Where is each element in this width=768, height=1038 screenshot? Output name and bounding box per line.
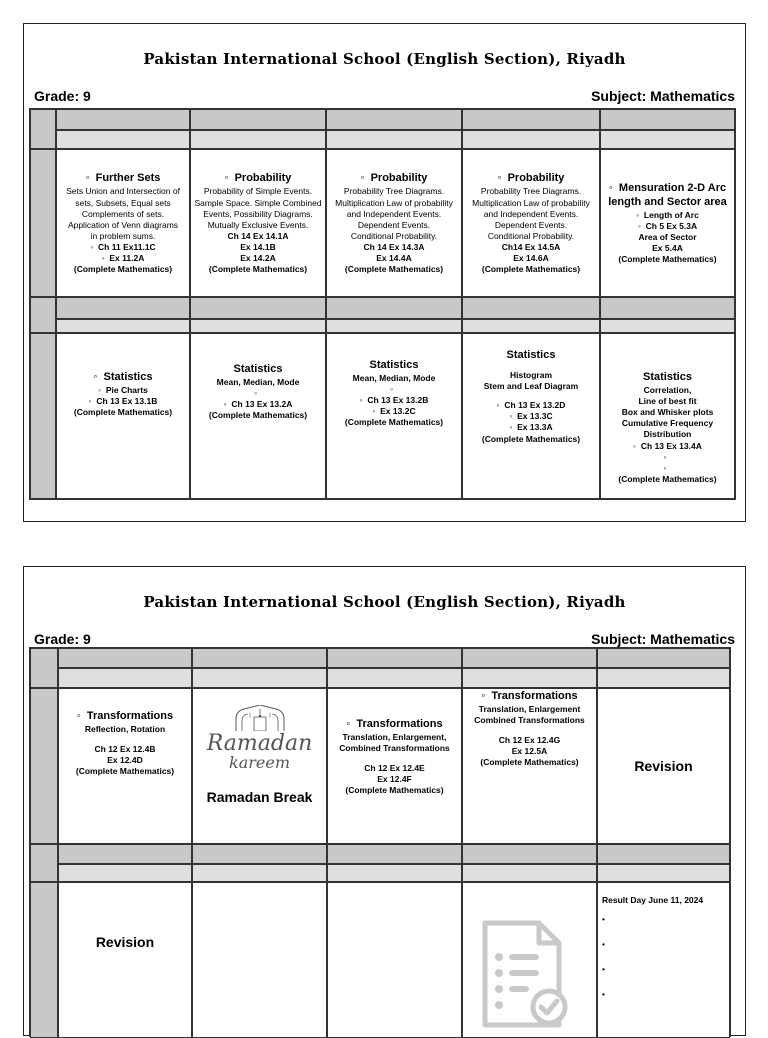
exercise-ref: ◦ Ch 11 Ex11.1C bbox=[90, 242, 155, 253]
subject-label: Subject: Mathematics bbox=[591, 631, 735, 647]
topic-text: Conditional Probability. bbox=[487, 230, 575, 241]
mosque-icon bbox=[232, 705, 288, 731]
schedule-table bbox=[29, 647, 731, 1037]
topic-cell bbox=[190, 149, 326, 297]
topic-text: Line of best fit bbox=[638, 396, 697, 407]
topic-cell bbox=[326, 149, 462, 297]
exercise-ref: ◦ Ex 13.2C bbox=[372, 406, 415, 417]
book-note: (Complete Mathematics) bbox=[73, 407, 173, 418]
week-header-cell bbox=[597, 844, 730, 864]
topic-cell bbox=[462, 149, 600, 297]
date-header-cell bbox=[192, 864, 327, 882]
empty-bullet bbox=[602, 989, 605, 1000]
exercise-ref bbox=[390, 384, 398, 395]
date-header-cell bbox=[600, 319, 735, 333]
ramadan-break-cell bbox=[192, 688, 327, 844]
week-header-cell bbox=[597, 648, 730, 668]
date-header-cell bbox=[327, 668, 462, 688]
week-header-cell bbox=[192, 844, 327, 864]
exercise-ref: ◦ Ch 13 Ex 13.4A bbox=[633, 441, 702, 452]
subject-label: Subject: Mathematics bbox=[591, 88, 735, 104]
topic-title: ◦ Transformations bbox=[77, 709, 173, 723]
exercise-ref: Ch 14 Ex 14.1A bbox=[227, 230, 289, 241]
date-header-cell bbox=[190, 319, 326, 333]
date-header-cell bbox=[600, 130, 735, 149]
document-check-icon bbox=[473, 919, 573, 1029]
exercise-ref: Ex 14.6A bbox=[513, 252, 549, 263]
week-header-cell bbox=[462, 648, 597, 668]
book-note: (Complete Mathematics) bbox=[618, 473, 717, 484]
week-header-cell bbox=[600, 109, 735, 130]
topic-text: Complements of sets. bbox=[81, 208, 165, 219]
book-note: (Complete Mathematics) bbox=[345, 785, 444, 796]
week-header-cell bbox=[327, 844, 462, 864]
date-header-cell bbox=[326, 130, 462, 149]
exercise-ref: ◦ Ch 5 Ex 5.3A bbox=[638, 221, 697, 232]
topic-text: Probability Tree Diagrams. bbox=[480, 186, 582, 197]
exercise-ref: ◦ Ch 13 Ex 13.1B bbox=[89, 396, 158, 407]
exercise-ref: ◦ Ex 13.3C bbox=[509, 411, 552, 422]
revision-label: Revision bbox=[634, 757, 693, 774]
topic-text: Histogram bbox=[509, 370, 553, 381]
row-side-cell bbox=[30, 882, 58, 1038]
row-header-cell bbox=[30, 648, 58, 688]
topic-cell bbox=[190, 333, 326, 499]
book-note: (Complete Mathematics) bbox=[481, 263, 581, 274]
empty-bullet bbox=[602, 964, 605, 975]
date-header-cell bbox=[462, 130, 600, 149]
empty-bullet bbox=[602, 914, 605, 925]
week-header-cell bbox=[600, 297, 735, 319]
topic-text: Reflection, Rotation bbox=[84, 724, 166, 735]
book-note: (Complete Mathematics) bbox=[208, 410, 308, 421]
exercise-ref: ◦ Ch 13 Ex 13.2D bbox=[497, 400, 566, 411]
week-header-cell bbox=[326, 109, 462, 130]
topic-text: Stem and Leaf Diagram bbox=[483, 381, 579, 392]
topic-text: Sample Space. Simple Combined Events, Possibility Diagrams. Mutually Exclusive Events. bbox=[194, 197, 322, 230]
exercise-ref: Ex 12.4F bbox=[377, 774, 412, 785]
topic-title: ◦ Transformations bbox=[346, 717, 442, 731]
exercise-ref: Ex 14.2A bbox=[240, 252, 276, 263]
ramadan-calligraphy: Ramadan bbox=[206, 731, 313, 756]
exercise-ref: Ex 14.1B bbox=[240, 241, 276, 252]
week-header-cell bbox=[190, 109, 326, 130]
topic-text: Box and Whisker plots bbox=[621, 407, 714, 418]
date-header-cell bbox=[326, 319, 462, 333]
week-header-cell bbox=[192, 648, 327, 668]
book-note: (Complete Mathematics) bbox=[73, 263, 173, 274]
topic-text: Application of Venn diagrams bbox=[67, 219, 179, 230]
revision-cell bbox=[58, 882, 192, 1038]
topic-cell bbox=[462, 333, 600, 499]
topic-text: Translation, Enlargement, bbox=[342, 732, 447, 743]
empty-bullet bbox=[664, 452, 672, 463]
week-header-cell bbox=[462, 297, 600, 319]
book-note: (Complete Mathematics) bbox=[344, 263, 444, 274]
book-note: (Complete Mathematics) bbox=[618, 254, 717, 265]
topic-cell bbox=[58, 688, 192, 844]
exercise-ref: Ch 12 Ex 12.4E bbox=[364, 763, 425, 774]
week-header-cell bbox=[462, 844, 597, 864]
book-note: (Complete Mathematics) bbox=[344, 417, 444, 428]
ramadan-break-label: Ramadan Break bbox=[206, 788, 313, 805]
topic-text: Multiplication Law of probability and Independent Events. Dependent Events. bbox=[472, 197, 590, 230]
topic-text: Mean, Median, Mode bbox=[352, 373, 436, 384]
date-header-cell bbox=[597, 864, 730, 882]
schedule-table bbox=[29, 108, 736, 500]
row-side-cell bbox=[30, 688, 58, 844]
schedule-page-2 bbox=[23, 566, 746, 1036]
topic-text: Combined Transformations bbox=[474, 715, 585, 726]
exercise-ref: ◦ Ex 13.3A bbox=[509, 422, 552, 433]
result-day-label: Result Day June 11, 2024 bbox=[602, 895, 704, 905]
exercise-ref: ◦ Pie Charts bbox=[98, 385, 148, 396]
topic-title: Statistics bbox=[643, 371, 692, 383]
topic-title: Statistics bbox=[233, 363, 283, 375]
empty-cell bbox=[327, 882, 462, 1038]
empty-cell bbox=[192, 882, 327, 1038]
school-title: Pakistan International School (English Section), Riyadh bbox=[143, 593, 626, 611]
topic-text: Distribution bbox=[643, 429, 692, 440]
topic-text: Sets Union and Intersection of sets, Subsets, Equal sets bbox=[66, 186, 180, 208]
date-header-cell bbox=[192, 668, 327, 688]
topic-title: ◦ Statistics bbox=[94, 370, 153, 384]
row-side-cell bbox=[30, 149, 56, 297]
date-header-cell bbox=[462, 864, 597, 882]
topic-cell bbox=[600, 333, 735, 499]
exercise-ref: ◦ Ch 13 Ex 13.2A bbox=[224, 399, 293, 410]
grade-label: Grade: 9 bbox=[34, 88, 91, 104]
topic-title: ◦ Probability bbox=[225, 171, 292, 185]
exercise-ref: Ex 5.4A bbox=[652, 243, 683, 254]
week-header-cell bbox=[327, 648, 462, 668]
topic-text: Probability Tree Diagrams. bbox=[343, 186, 445, 197]
date-header-cell bbox=[58, 864, 192, 882]
topic-text: Multiplication Law of probability and Independent Events. Dependent Events. bbox=[335, 197, 453, 230]
week-header-cell bbox=[326, 297, 462, 319]
revision-cell bbox=[597, 688, 730, 844]
topic-title: ◦ Mensuration 2-D Arc length and Sector area bbox=[604, 181, 731, 210]
exercise-ref: ◦ Length of Arc bbox=[636, 210, 699, 221]
exercise-ref: Ch 12 Ex 12.4B bbox=[94, 744, 156, 755]
topic-text: Translation, Enlargement bbox=[478, 704, 581, 715]
grade-label: Grade: 9 bbox=[34, 631, 91, 647]
exercise-ref: Area of Sector bbox=[638, 232, 697, 243]
date-header-cell bbox=[462, 319, 600, 333]
exercise-ref: Ch14 Ex 14.5A bbox=[501, 241, 561, 252]
topic-text: in problem sums. bbox=[90, 230, 156, 241]
topic-cell bbox=[56, 149, 190, 297]
book-note: (Complete Mathematics) bbox=[208, 263, 308, 274]
exercise-ref: Ch 12 Ex 12.4G bbox=[498, 735, 561, 746]
week-header-cell bbox=[190, 297, 326, 319]
topic-title: Statistics bbox=[506, 349, 556, 361]
topic-title: ◦ Probability bbox=[361, 171, 428, 185]
topic-cell bbox=[326, 333, 462, 499]
empty-bullet bbox=[602, 939, 605, 950]
exercise-ref: Ex 12.4D bbox=[107, 755, 143, 766]
topic-cell bbox=[462, 688, 597, 844]
topic-title: ◦ Transformations bbox=[481, 689, 577, 703]
date-header-cell bbox=[597, 668, 730, 688]
date-header-cell bbox=[462, 668, 597, 688]
topic-text: Cumulative Frequency bbox=[621, 418, 714, 429]
revision-label: Revision bbox=[95, 934, 155, 950]
book-note: (Complete Mathematics) bbox=[75, 766, 175, 777]
row-header-cell bbox=[30, 844, 58, 882]
exercise-ref: ◦ Ch 13 Ex 13.2B bbox=[360, 395, 429, 406]
exercise-ref: Ch 14 Ex 14.3A bbox=[363, 241, 425, 252]
row-header-cell bbox=[30, 109, 56, 149]
topic-title: Statistics bbox=[369, 359, 419, 371]
topic-text: Correlation, bbox=[643, 385, 692, 396]
date-header-cell bbox=[58, 668, 192, 688]
school-title: Pakistan International School (English Section), Riyadh bbox=[143, 50, 626, 68]
exercise-ref: Ex 12.5A bbox=[511, 746, 548, 757]
week-header-cell bbox=[462, 109, 600, 130]
topic-title: ◦ Further Sets bbox=[86, 171, 161, 185]
week-header-cell bbox=[56, 109, 190, 130]
topic-title: ◦ Probability bbox=[498, 171, 565, 185]
date-header-cell bbox=[327, 864, 462, 882]
result-day-cell bbox=[597, 882, 730, 1038]
date-header-cell bbox=[56, 130, 190, 149]
topic-text: Combined Transformations bbox=[339, 743, 450, 754]
date-header-cell bbox=[56, 319, 190, 333]
document-cell bbox=[462, 882, 597, 1038]
topic-cell bbox=[327, 688, 462, 844]
empty-bullet bbox=[664, 463, 672, 474]
exercise-ref bbox=[254, 388, 262, 399]
topic-text: Conditional Probability. bbox=[350, 230, 438, 241]
topic-text: Mean, Median, Mode bbox=[216, 377, 300, 388]
week-header-cell bbox=[56, 297, 190, 319]
exercise-ref: Ex 14.4A bbox=[376, 252, 412, 263]
date-header-cell bbox=[190, 130, 326, 149]
topic-cell bbox=[600, 149, 735, 297]
week-header-cell bbox=[58, 844, 192, 864]
topic-text: Probability of Simple Events. bbox=[203, 186, 313, 197]
kareem-calligraphy: kareem bbox=[229, 753, 290, 772]
row-side-cell bbox=[30, 333, 56, 499]
exercise-ref: ◦ Ex 11.2A bbox=[102, 253, 145, 264]
row-header-cell bbox=[30, 297, 56, 333]
week-header-cell bbox=[58, 648, 192, 668]
schedule-page-1 bbox=[23, 23, 746, 522]
book-note: (Complete Mathematics) bbox=[480, 757, 579, 768]
book-note: (Complete Mathematics) bbox=[481, 433, 581, 444]
topic-cell bbox=[56, 333, 190, 499]
